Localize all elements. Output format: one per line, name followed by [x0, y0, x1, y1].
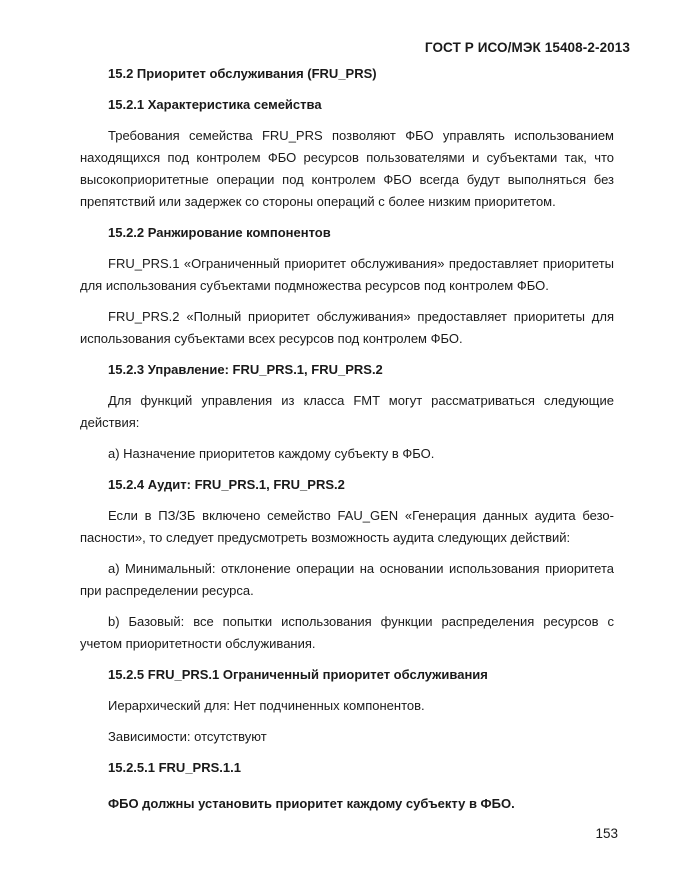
page-body — [80, 63, 614, 824]
requirement-text: ФБО должны установить приоритет каждому субъекту в ФБО. — [108, 796, 515, 811]
list-item: а) Минимальный: отклонение операции на основании использования приоритета при распределении ресурса. — [80, 561, 614, 598]
subsection-heading: 15.2.5 FRU_PRS.1 Ограниченный приоритет обслуживания — [108, 667, 488, 682]
section-heading: 15.2 Приоритет обслуживания (FRU_PRS) — [108, 66, 377, 81]
list-item: а) Назначение приоритетов каждому субъекту в ФБО. — [108, 446, 435, 461]
paragraph: FRU_PRS.1 «Ограниченный приоритет обслуживания» предоставляет приоритеты для использования субъектами подмножества ресурсов под контролем ФБО. — [80, 256, 614, 293]
paragraph: Требования семейства FRU_PRS позволяют ФБО управлять использованием находящихся под контролем ФБО ресурсов пользователями и субъектами так, что высокоприоритетные операции под контролем ФБО всегда будут выполняться без препятствий или задержек со стороны операций с более низким приоритетом. — [80, 128, 614, 209]
subsection-heading: 15.2.1 Характеристика семейства — [108, 97, 322, 112]
subsection-heading: 15.2.4 Аудит: FRU_PRS.1, FRU_PRS.2 — [108, 477, 345, 492]
page-number: 153 — [595, 826, 618, 841]
subsection-heading: 15.2.3 Управление: FRU_PRS.1, FRU_PRS.2 — [108, 362, 383, 377]
paragraph: Зависимости: отсутствуют — [108, 729, 267, 744]
paragraph: Иерархический для: Нет подчиненных компонентов. — [108, 698, 425, 713]
element-heading: 15.2.5.1 FRU_PRS.1.1 — [108, 760, 241, 775]
paragraph: FRU_PRS.2 «Полный приоритет обслуживания» предоставляет приоритеты для использования субъектами всех ресурсов под контролем ФБО. — [80, 309, 614, 346]
paragraph: Для функций управления из класса FMT могут рассматриваться следующие действия: — [80, 393, 614, 430]
document-code-header: ГОСТ Р ИСО/МЭК 15408-2-2013 — [424, 40, 630, 55]
list-item: b) Базовый: все попытки использования функции распределения ресурсов с учетом приоритетности обслуживания. — [80, 614, 614, 651]
subsection-heading: 15.2.2 Ранжирование компонентов — [108, 225, 331, 240]
paragraph: Если в ПЗ/ЗБ включено семейство FAU_GEN «Генерация данных аудита безопасности», то следует предусмотреть возможность аудита следующих действий: — [80, 508, 614, 545]
